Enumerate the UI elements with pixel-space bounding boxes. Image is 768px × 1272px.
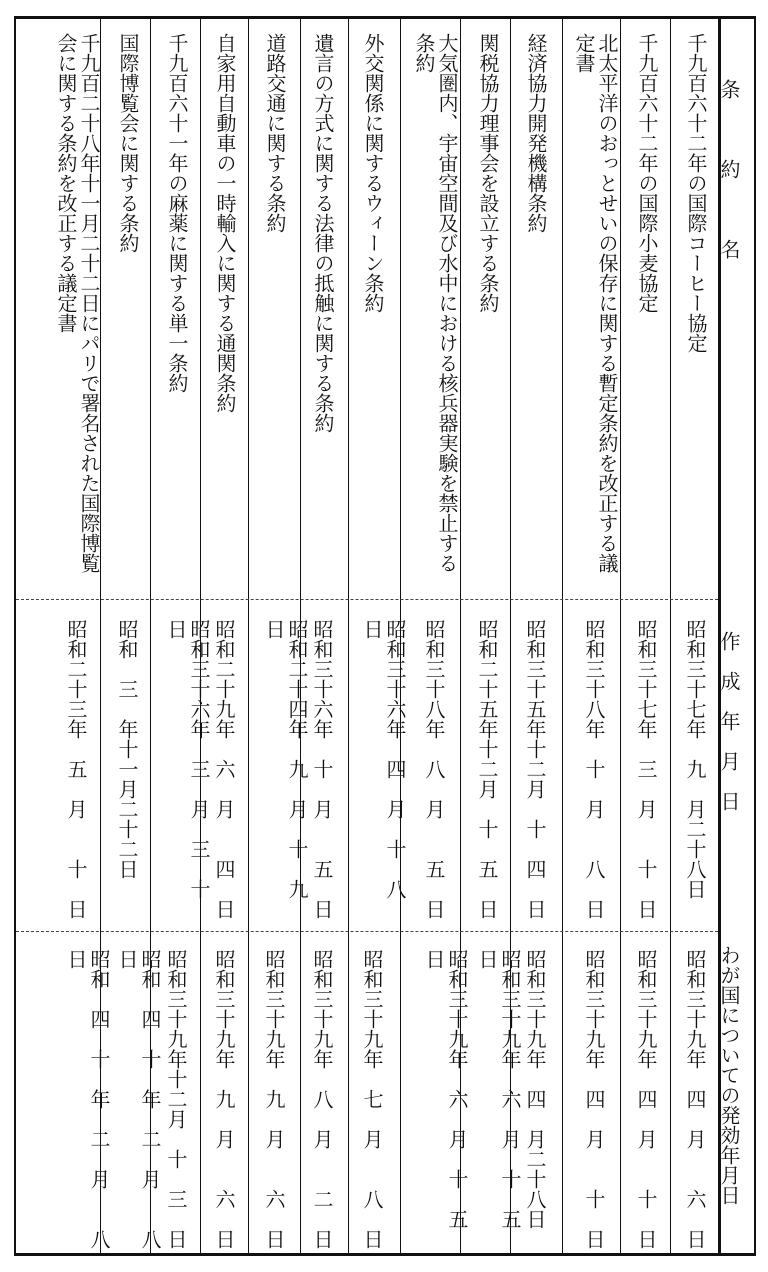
row-divider: [620, 19, 621, 1253]
effective-date: 昭和三十九年 四 月 六 日: [683, 949, 707, 1249]
created-date: 昭和三十七年 九 月二十八日: [683, 619, 707, 899]
header-effective-date: わが国についての発効年月日: [717, 945, 741, 1205]
created-date: 昭和二十九年 六 月 四 日: [212, 619, 236, 919]
header-treaty-name: 条 約 名: [717, 79, 741, 259]
created-date: 昭和 三 年十一月二十二日: [115, 619, 139, 879]
effective-date: 昭和三十九年 四 月 十 日: [582, 949, 606, 1249]
effective-date: 昭和三十九年 六 月 十 五 日: [422, 949, 469, 1249]
column-divider: [16, 931, 718, 932]
row-divider: [348, 19, 349, 1253]
treaty-name: 経済協力開発機構条約: [524, 33, 548, 233]
effective-date: 昭和三十九年 七 月 八 日: [360, 949, 384, 1249]
treaty-name: 千九百六十二年の国際コーヒー協定: [684, 33, 708, 353]
effective-date: 昭和三十九年 九 月 六 日: [212, 949, 236, 1249]
row-divider: [248, 19, 249, 1253]
effective-date: 昭和三十九年 九 月 六 日: [262, 949, 286, 1249]
created-date: 昭和二十五年十二月 十 五 日: [475, 619, 499, 919]
treaty-name: 千九百二十八年十一月二十二日にパリで署名された国際博覧会に関する条約を改正する議定書: [54, 33, 101, 573]
effective-date: 昭和三十九年十二月 十 三 日: [164, 949, 188, 1249]
treaty-name: 大気圏内、宇宙空間及び水中における核兵器実験を禁止する条約: [412, 33, 459, 573]
treaty-name: 国際博覧会に関する条約: [116, 33, 140, 253]
created-date: 昭和三十八年 八 月 五 日: [422, 619, 446, 919]
treaty-name: 千九百六十一年の麻薬に関する単一条約: [165, 33, 189, 393]
effective-date: 昭和三十九年 四 月二十八日: [523, 949, 547, 1229]
row-divider: [670, 19, 671, 1253]
created-date: 昭和三十八年 十 月 八 日: [582, 619, 606, 919]
effective-date: 昭和三十九年 四 月 十 日: [634, 949, 658, 1249]
effective-date: 昭和 四 十 年 二 月 八 日: [115, 949, 162, 1269]
header-created-date: 作 成 年 月 日: [717, 631, 741, 811]
column-divider: [16, 599, 718, 600]
created-date: 昭和三十七年 三 月 十 日: [634, 619, 658, 919]
treaty-name: 北太平洋のおっとせいの保存に関する暫定条約を改正する議定書: [572, 33, 619, 573]
treaty-name: 遺言の方式に関する法律の抵触に関する条約: [311, 33, 335, 433]
created-date: 昭和二十三年 五 月 十 日: [64, 619, 88, 919]
effective-date: 昭和三十九年 六 月 十 五 日: [475, 949, 522, 1249]
created-date: 昭和三十六年 三 月 三 十 日: [164, 619, 211, 919]
treaty-name: 関税協力理事会を設立する条約: [476, 33, 500, 313]
effective-date: 昭和 四 十 年 二 月 八 日: [64, 949, 111, 1269]
treaty-name: 自家用自動車の一時輸入に関する通関条約: [213, 33, 237, 413]
treaty-table: [14, 16, 756, 1269]
treaty-name: 道路交通に関する条約: [263, 33, 287, 233]
treaty-name: 外交関係に関するウィーン条約: [361, 33, 385, 313]
created-date: 昭和二十四年 九 月 十 九 日: [262, 619, 309, 919]
effective-date: 昭和三十九年 八 月 二 日: [310, 949, 334, 1249]
row-divider: [562, 19, 563, 1253]
created-date: 昭和三十五年十二月 十 四 日: [523, 619, 547, 919]
treaty-name: 千九百六十二年の国際小麦協定: [635, 33, 659, 313]
created-date: 昭和三十六年 四 月 十 八 日: [360, 619, 407, 919]
created-date: 昭和三十六年 十 月 五 日: [310, 619, 334, 919]
